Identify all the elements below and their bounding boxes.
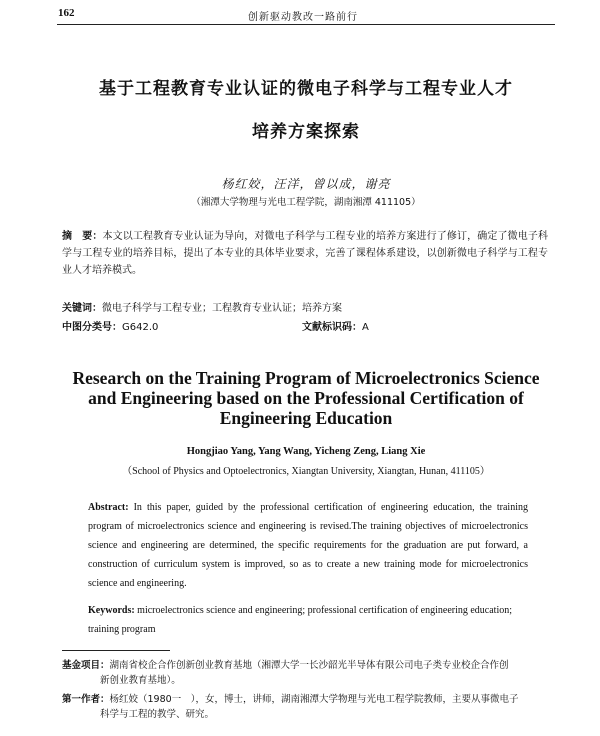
affiliation-cn: （湘潭大学物理与光电工程学院，湖南湘潭 411105） — [191, 197, 421, 208]
running-head: 创新驱动教改一路前行 — [248, 12, 358, 23]
keywords-en-text: microelectronics science and engineering; professional certification of engineering education; training program — [88, 605, 513, 635]
abstract-cn-text: 本文以工程教育专业认证为导向，对微电子科学与工程专业的培养方案进行了修订，确定了微电子科学与工程专业的培养目标，提出了本专业的具体毕业要求，完善了课程体系建设，以创新微电子科学与工程专业人才培养模式。 — [62, 231, 549, 276]
abstract-cn — [62, 228, 548, 279]
title-en: Research on the Training Program of Microelectronics Science and Engineering based on the Professional Certification of Engineering Education — [72, 368, 540, 428]
doc-code-label: 文献标识码： — [302, 322, 362, 333]
author-text-cont: 科学与工程的教学、研究。 — [100, 709, 215, 720]
abstract-cn-label: 摘 要： — [62, 231, 103, 242]
keywords-cn-text: 微电子科学与工程专业；工程教育专业认证；培养方案 — [102, 303, 342, 314]
clc-label: 中图分类号： — [62, 322, 122, 333]
abstract-en-text: In this paper, guided by the professional certification of engineering education, the training program of microelectronics science and engineering is revised.The training objectives of microelectronics science and engineering are determined, the specific requirements for the graduation are put forward, a construction of curriculum system is improved, so as to create a new training mode for microelectronics science and engineering. — [88, 502, 528, 589]
author-label: 第一作者： — [62, 694, 110, 705]
affiliation-en: （School of Physics and Optoelectronics, Xiangtan University, Xiangtan, Hunan, 411105） — [122, 466, 490, 477]
clc-number — [62, 318, 158, 333]
fund-text-cont: 新创业教育基地）。 — [100, 675, 181, 686]
abstract-en — [88, 498, 528, 593]
footnote-author — [62, 692, 558, 722]
authors-en: Hongjiao Yang, Yang Wang, Yicheng Zeng, Liang Xie — [186, 446, 426, 457]
authors-cn: 杨红姣，汪洋，曾以成，谢亮 — [221, 177, 391, 191]
footnote-rule — [62, 650, 170, 651]
keywords-en — [88, 601, 528, 639]
keywords-en-label: Keywords: — [88, 605, 135, 616]
fund-label: 基金项目： — [62, 660, 110, 671]
footnote-fund — [62, 658, 558, 688]
title-cn-line-1: 基于工程教育专业认证的微电子科学与工程专业人才 — [99, 79, 513, 99]
author-text: 杨红姣（1980一 ），女，博士，讲师，湖南湘潭大学物理与光电工程学院教师，主要从事微电子 — [109, 694, 519, 705]
fund-text: 湖南省校企合作创新创业教育基地（湘潭大学一长沙韶光半导体有限公司电子类专业校企合作创 — [109, 660, 509, 671]
clc-value: G642.0 — [122, 322, 159, 333]
keywords-cn-label: 关键词： — [62, 303, 102, 314]
header-rule — [57, 24, 555, 25]
doc-code-value: A — [362, 322, 369, 333]
keywords-cn — [62, 299, 548, 314]
page-number: 162 — [58, 7, 75, 19]
abstract-en-label: Abstract: — [88, 502, 129, 513]
document-code — [302, 318, 369, 333]
title-cn-line-2: 培养方案探索 — [252, 122, 360, 142]
